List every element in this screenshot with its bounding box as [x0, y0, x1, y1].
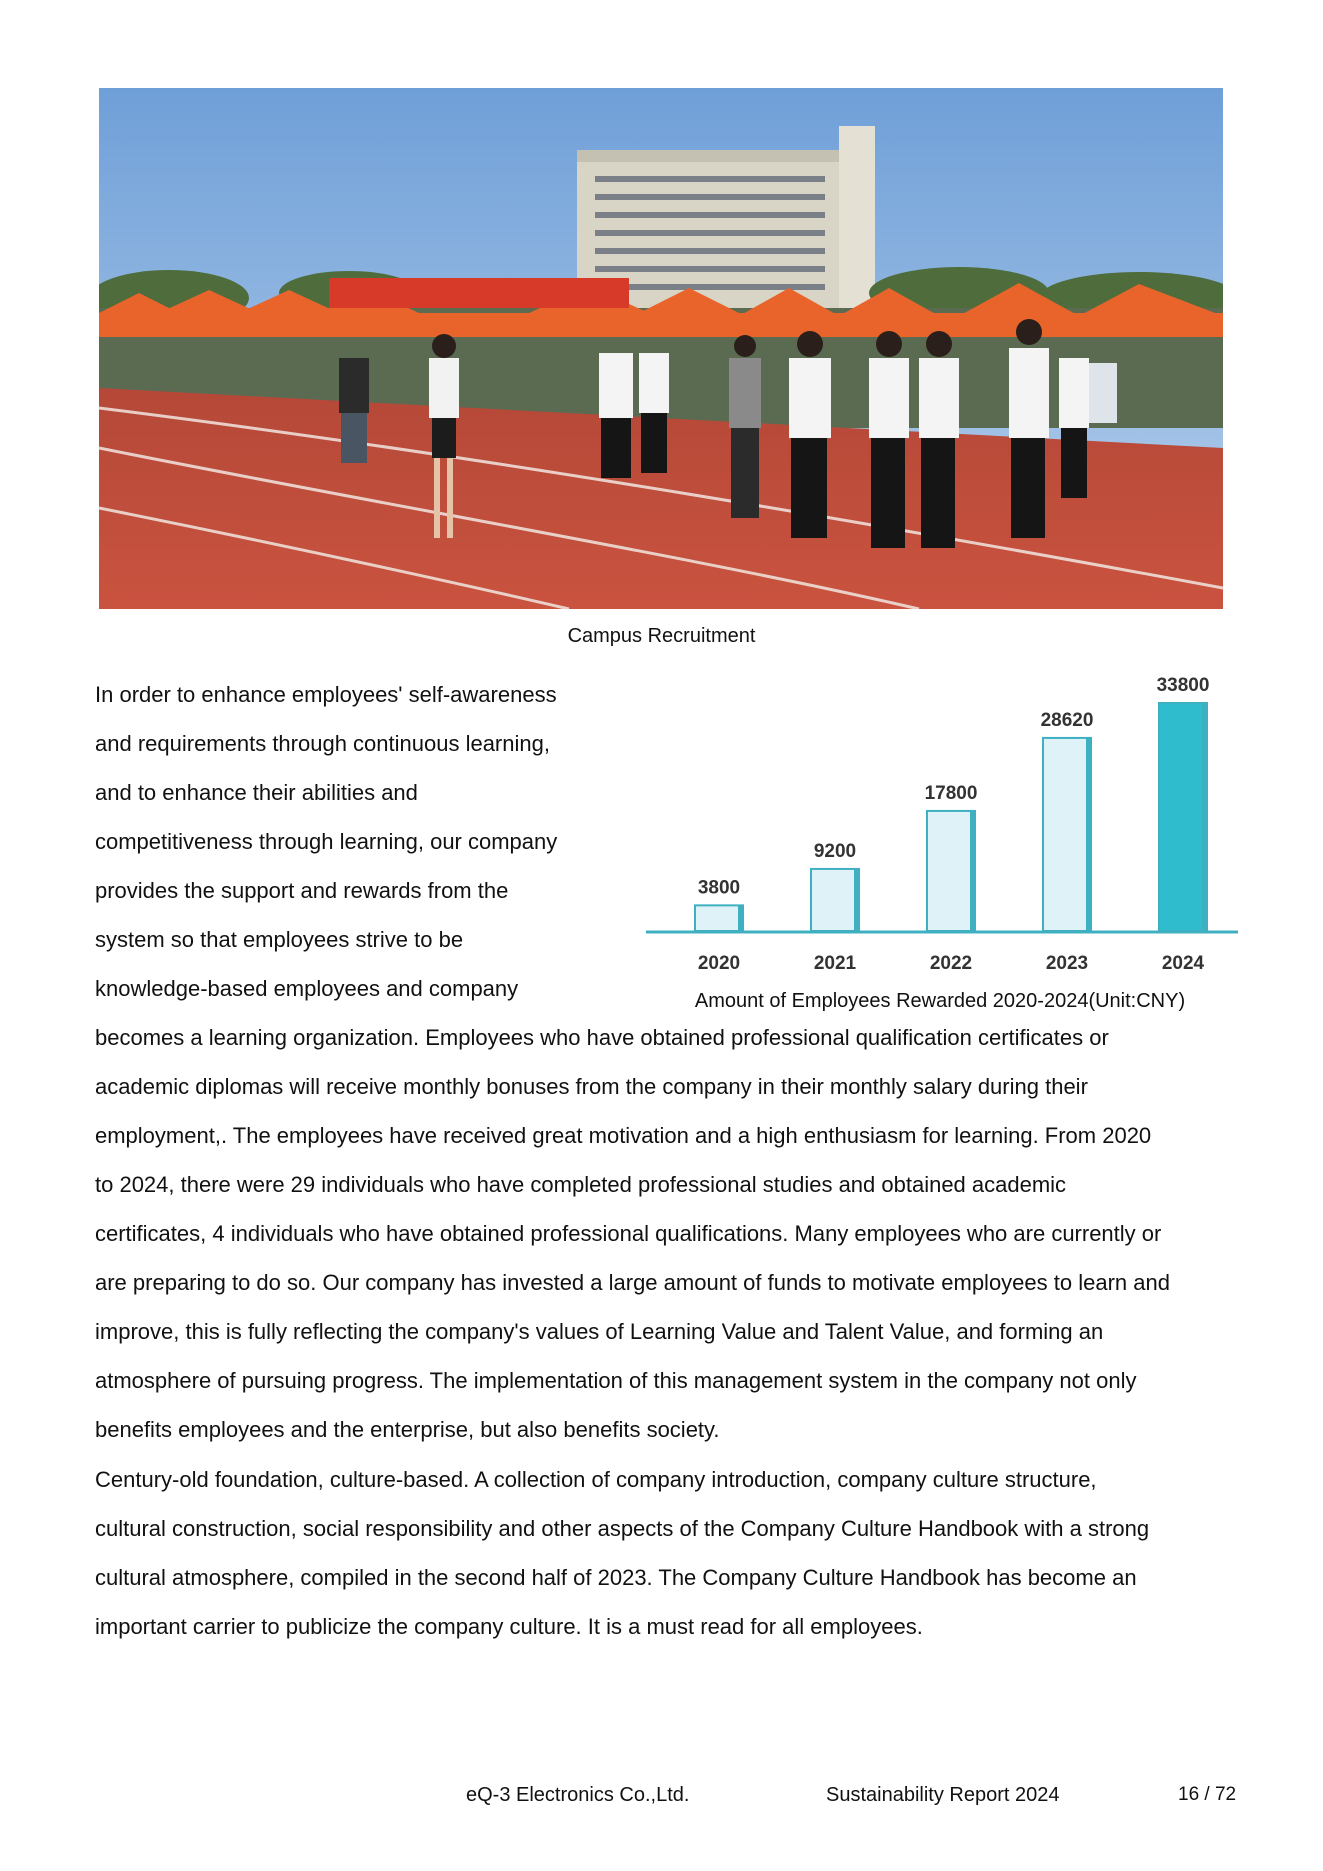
- text-line: to 2024, there were 29 individuals who have completed professional studies and obtained academic: [95, 1172, 1067, 1197]
- value-label-2022: 17800: [924, 782, 978, 804]
- x-tick-label-2024: 2024: [1161, 953, 1205, 974]
- chart-canvas: [640, 665, 1240, 995]
- text-line: In order to enhance employees' self-awareness: [95, 682, 557, 707]
- text-line: cultural atmosphere, compiled in the second half of 2023. The Company Culture Handbook has become an: [95, 1565, 1137, 1590]
- x-tick-label-2020: 2020: [697, 953, 741, 974]
- text-line: academic diplomas will receive monthly bonuses from the company in their monthly salary during their: [95, 1074, 1088, 1099]
- x-tick-label-2021: 2021: [813, 953, 857, 974]
- text-line: employment,. The employees have received great motivation and a high enthusiasm for learning. From 2020: [95, 1123, 1152, 1148]
- text-line: are preparing to do so. Our company has invested a large amount of funds to motivate employees to learn and: [95, 1270, 1170, 1295]
- x-tick-label-2023: 2023: [1045, 953, 1089, 974]
- text-line: Century-old foundation, culture-based. A collection of company introduction, company culture structure,: [95, 1467, 1097, 1492]
- text-line: important carrier to publicize the company culture. It is a must read for all employees.: [95, 1614, 923, 1639]
- text-line: system so that employees strive to be: [95, 927, 464, 952]
- text-line: cultural construction, social responsibility and other aspects of the Company Culture Handbook with a strong: [95, 1516, 1150, 1541]
- footer-company: eQ-3 Electronics Co.,Ltd.: [466, 1784, 690, 1806]
- bar-2020: [695, 905, 743, 931]
- value-label-2021: 9200: [813, 840, 857, 862]
- text-line: and requirements through continuous learning,: [95, 731, 550, 756]
- text-line: benefits employees and the enterprise, but also benefits society.: [95, 1417, 720, 1442]
- rewards-bar-chart: [640, 665, 1240, 1025]
- bar-2023: [1043, 738, 1091, 931]
- text-line: knowledge-based employees and company: [95, 976, 519, 1001]
- value-label-2024: 33800: [1156, 675, 1210, 696]
- photo-illustration: [99, 88, 1223, 609]
- value-label-2023: 28620: [1040, 709, 1094, 731]
- bar-shade-2023: [1086, 738, 1091, 931]
- text-line: and to enhance their abilities and: [95, 780, 418, 805]
- chart-title: Amount of Employees Rewarded 2020-2024(Unit:CNY): [694, 990, 1186, 1012]
- bar-2022: [927, 811, 975, 931]
- photo-caption: Campus Recruitment: [567, 625, 756, 647]
- x-tick-label-2022: 2022: [929, 953, 973, 974]
- bar-shade-2020: [738, 905, 743, 931]
- bar-2024: [1159, 703, 1207, 931]
- body-paragraph: [95, 1013, 1255, 1454]
- text-line: improve, this is fully reflecting the company's values of Learning Value and Talent Value, and forming an: [95, 1319, 1104, 1344]
- bar-2021: [811, 869, 859, 931]
- text-line: competitiveness through learning, our company: [95, 829, 558, 854]
- footer-report-title: Sustainability Report 2024: [826, 1784, 1060, 1806]
- text-line: becomes a learning organization. Employees who have obtained professional qualification certificates or: [95, 1025, 1109, 1050]
- text-line: certificates, 4 individuals who have obtained professional qualifications. Many employees who are currently or: [95, 1221, 1162, 1246]
- intro-paragraph: [95, 670, 655, 1013]
- bar-shade-2024: [1202, 703, 1207, 931]
- text-line: atmosphere of pursuing progress. The implementation of this management system in the company not only: [95, 1368, 1137, 1393]
- bar-shade-2021: [854, 869, 859, 931]
- text-line: provides the support and rewards from the: [95, 878, 509, 903]
- footer-page-number: 16 / 72: [1178, 1784, 1237, 1805]
- value-label-2020: 3800: [697, 877, 741, 899]
- campus-recruitment-photo: [99, 88, 1223, 609]
- bar-shade-2022: [970, 811, 975, 931]
- culture-paragraph: [95, 1455, 1255, 1651]
